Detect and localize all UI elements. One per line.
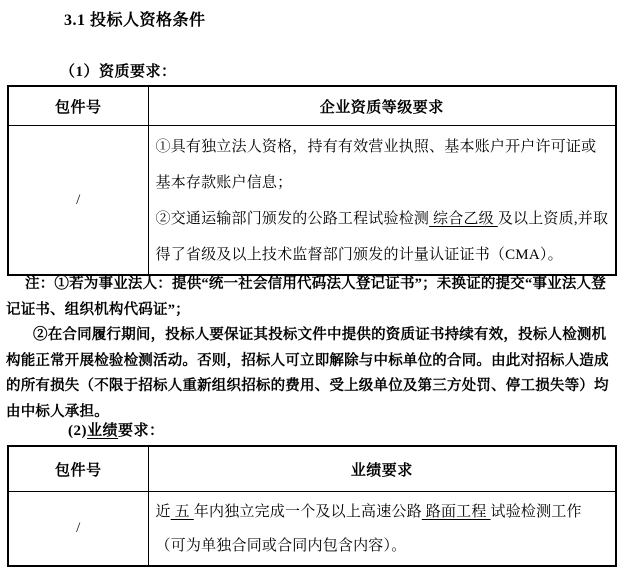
note-paragraph-1: 注：①若为事业法人：提供“统一社会信用代码法人登记证书”；未换证的提交“事业法人登记证书、组织机构代码证”； [6,276,606,318]
section-1-heading: （1）资质要求： [60,64,177,80]
performance-table [7,445,617,567]
qualification-package-cell: / [8,126,148,276]
qualification-requirement-cell [148,126,616,276]
performance-requirement-cell [148,492,616,567]
performance-package-cell: / [8,492,148,567]
performance-table-row [8,492,616,567]
qualification-header-requirement: 企业资质等级要求 [148,86,616,126]
page-title: 3.1 投标人资格条件 [64,12,206,29]
qualification-table-row [8,126,616,276]
section-2-heading: (2)业绩要求： [68,423,165,439]
qualification-table-header-row [8,86,616,126]
note-paragraph-2: ②在合同履行期间，投标人要保证其投标文件中提供的资质证书持续有效，投标人检测机构能正常开展检验检测活动。否则，招标人可立即解除与中标单位的合同。由此对招标人造成的所有损失（不限于招标人重新组织招标的费用、受上级单位及第三方处罚、停工损失等）均由中标人承担。 [6,327,609,420]
qualification-item-2: ②交通运输部门颁发的公路工程试验检测 综合乙级 及以上资质,并取得了省级及以上技术监督部门颁发的计量认证证书（CMA）。 [155,211,609,263]
qualification-item-1: ①具有独立法人资格，持有有效营业执照、基本账户开户许可证或基本存款账户信息； [155,139,597,191]
qualification-table [7,85,617,276]
performance-table-header-row [8,446,616,492]
performance-item-1: 近 五 年内独立完成一个及以上高速公路 路面工程 试验检测工作（可为单独合同或合同内包含内容）。 [155,504,582,554]
performance-header-package: 包件号 [8,446,148,492]
qualification-header-package: 包件号 [8,86,148,126]
performance-header-requirement: 业绩要求 [148,446,616,492]
note-block [6,272,619,425]
